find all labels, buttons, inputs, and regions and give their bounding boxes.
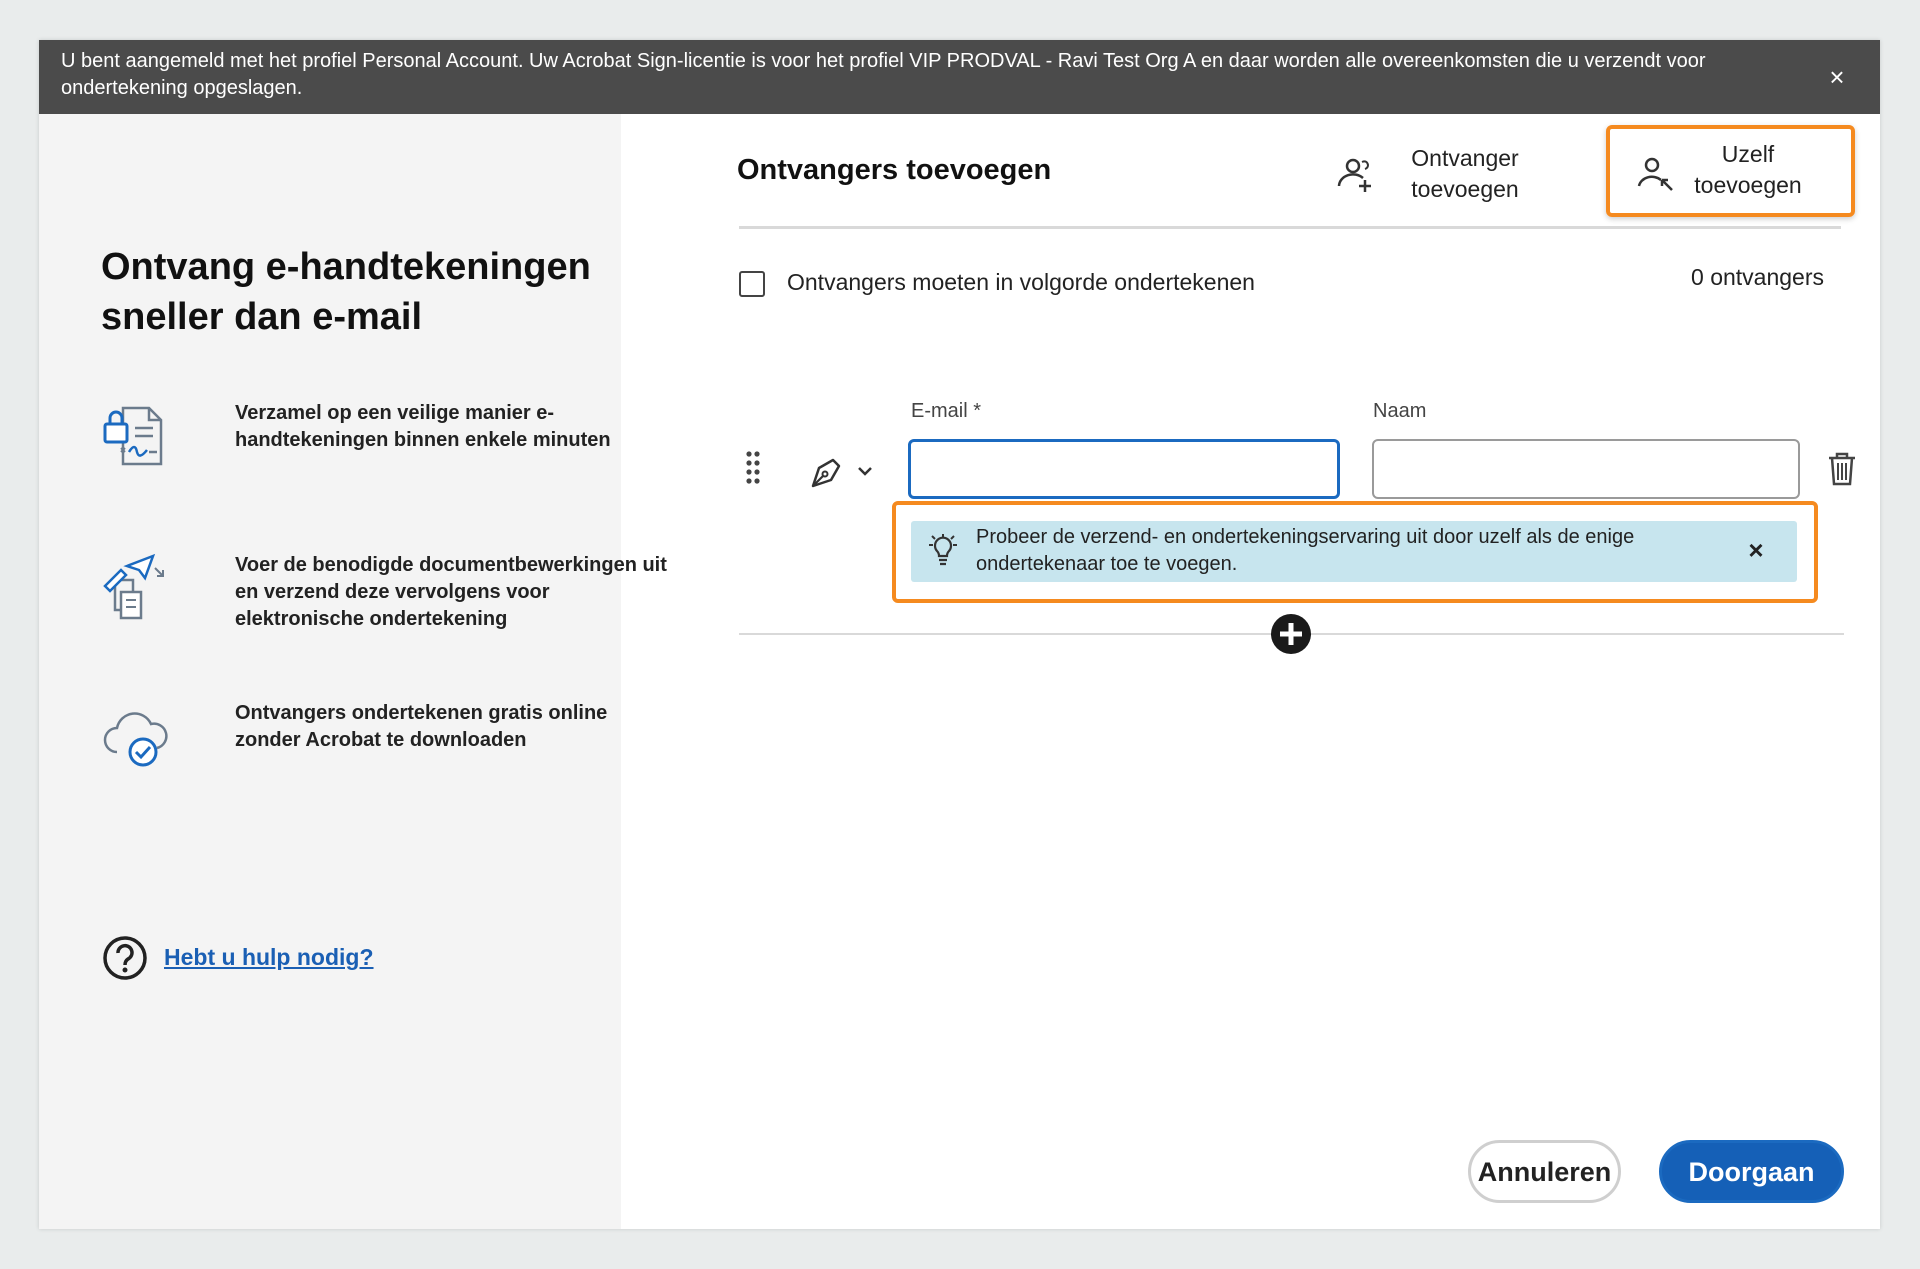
tip-message [911,521,1797,582]
cancel-button[interactable]: Annuleren [1468,1140,1621,1203]
email-field[interactable] [908,439,1340,499]
chevron-down-icon [859,468,871,474]
secure-document-icon [101,400,171,470]
feature-text: Verzamel op een veilige manier e-handtekeningen binnen enkele minuten [235,402,611,451]
add-recipients-dialog [39,40,1880,1229]
header-divider [739,226,1841,229]
recipients-panel [621,114,1880,1229]
name-field[interactable] [1372,439,1800,499]
cloud-check-icon [101,700,171,770]
add-recipient-plus-icon[interactable] [1269,612,1313,656]
recipient-count: 0 ontvangers [1691,264,1824,290]
banner-close-button[interactable]: × [1829,62,1845,92]
help-circle-icon [101,934,149,982]
trash-icon[interactable] [1825,451,1859,487]
drag-handle-icon[interactable] [745,450,761,484]
pen-nib-icon [813,460,839,486]
tip-close-button[interactable]: × [1748,535,1764,565]
add-self-button[interactable] [1606,125,1855,217]
info-panel [39,114,667,1229]
feature-text: Voer de benodigde documentbewerkingen uit en verzend deze vervolgens voor elektronische ondertekening [235,554,667,630]
feature-text: Ontvangers ondertekenen gratis online zonder Acrobat te downloaden [235,702,608,751]
tip-text: Probeer de verzend- en ondertekeningservaring uit door uzelf als de enige ondertekenaar toe te voegen. [976,526,1635,575]
role-dropdown[interactable] [807,452,877,492]
name-label: Naam [1373,400,1427,422]
add-recipient-button[interactable] [1335,129,1555,209]
lightbulb-icon [925,533,961,569]
banner-text: U bent aangemeld met het profiel Personal Account. Uw Acrobat Sign-licentie is voor het profiel VIP PRODVAL - Ravi Test Org A en daar worden alle overeenkomsten die u verzendt voor ondertekening opgeslagen. [61,50,1706,99]
person-self-icon [1636,154,1676,194]
add-recipient-label: Ontvanger toevoegen [1411,145,1519,202]
add-person-icon [1335,156,1375,196]
edit-send-document-icon [101,552,171,622]
info-title: Ontvang e-handtekeningen sneller dan e-mail [101,246,591,338]
tip-highlight [892,501,1818,603]
email-label: E-mail * [911,400,982,422]
account-info-banner [39,40,1880,114]
help-link[interactable]: Hebt u hulp nodig? [164,944,374,970]
page-title: Ontvangers toevoegen [737,154,1052,186]
sign-order-checkbox[interactable] [739,271,765,297]
add-self-label: Uzelf toevoegen [1694,141,1802,198]
continue-button[interactable]: Doorgaan [1659,1140,1844,1203]
sign-order-label: Ontvangers moeten in volgorde ondertekenen [787,269,1255,295]
